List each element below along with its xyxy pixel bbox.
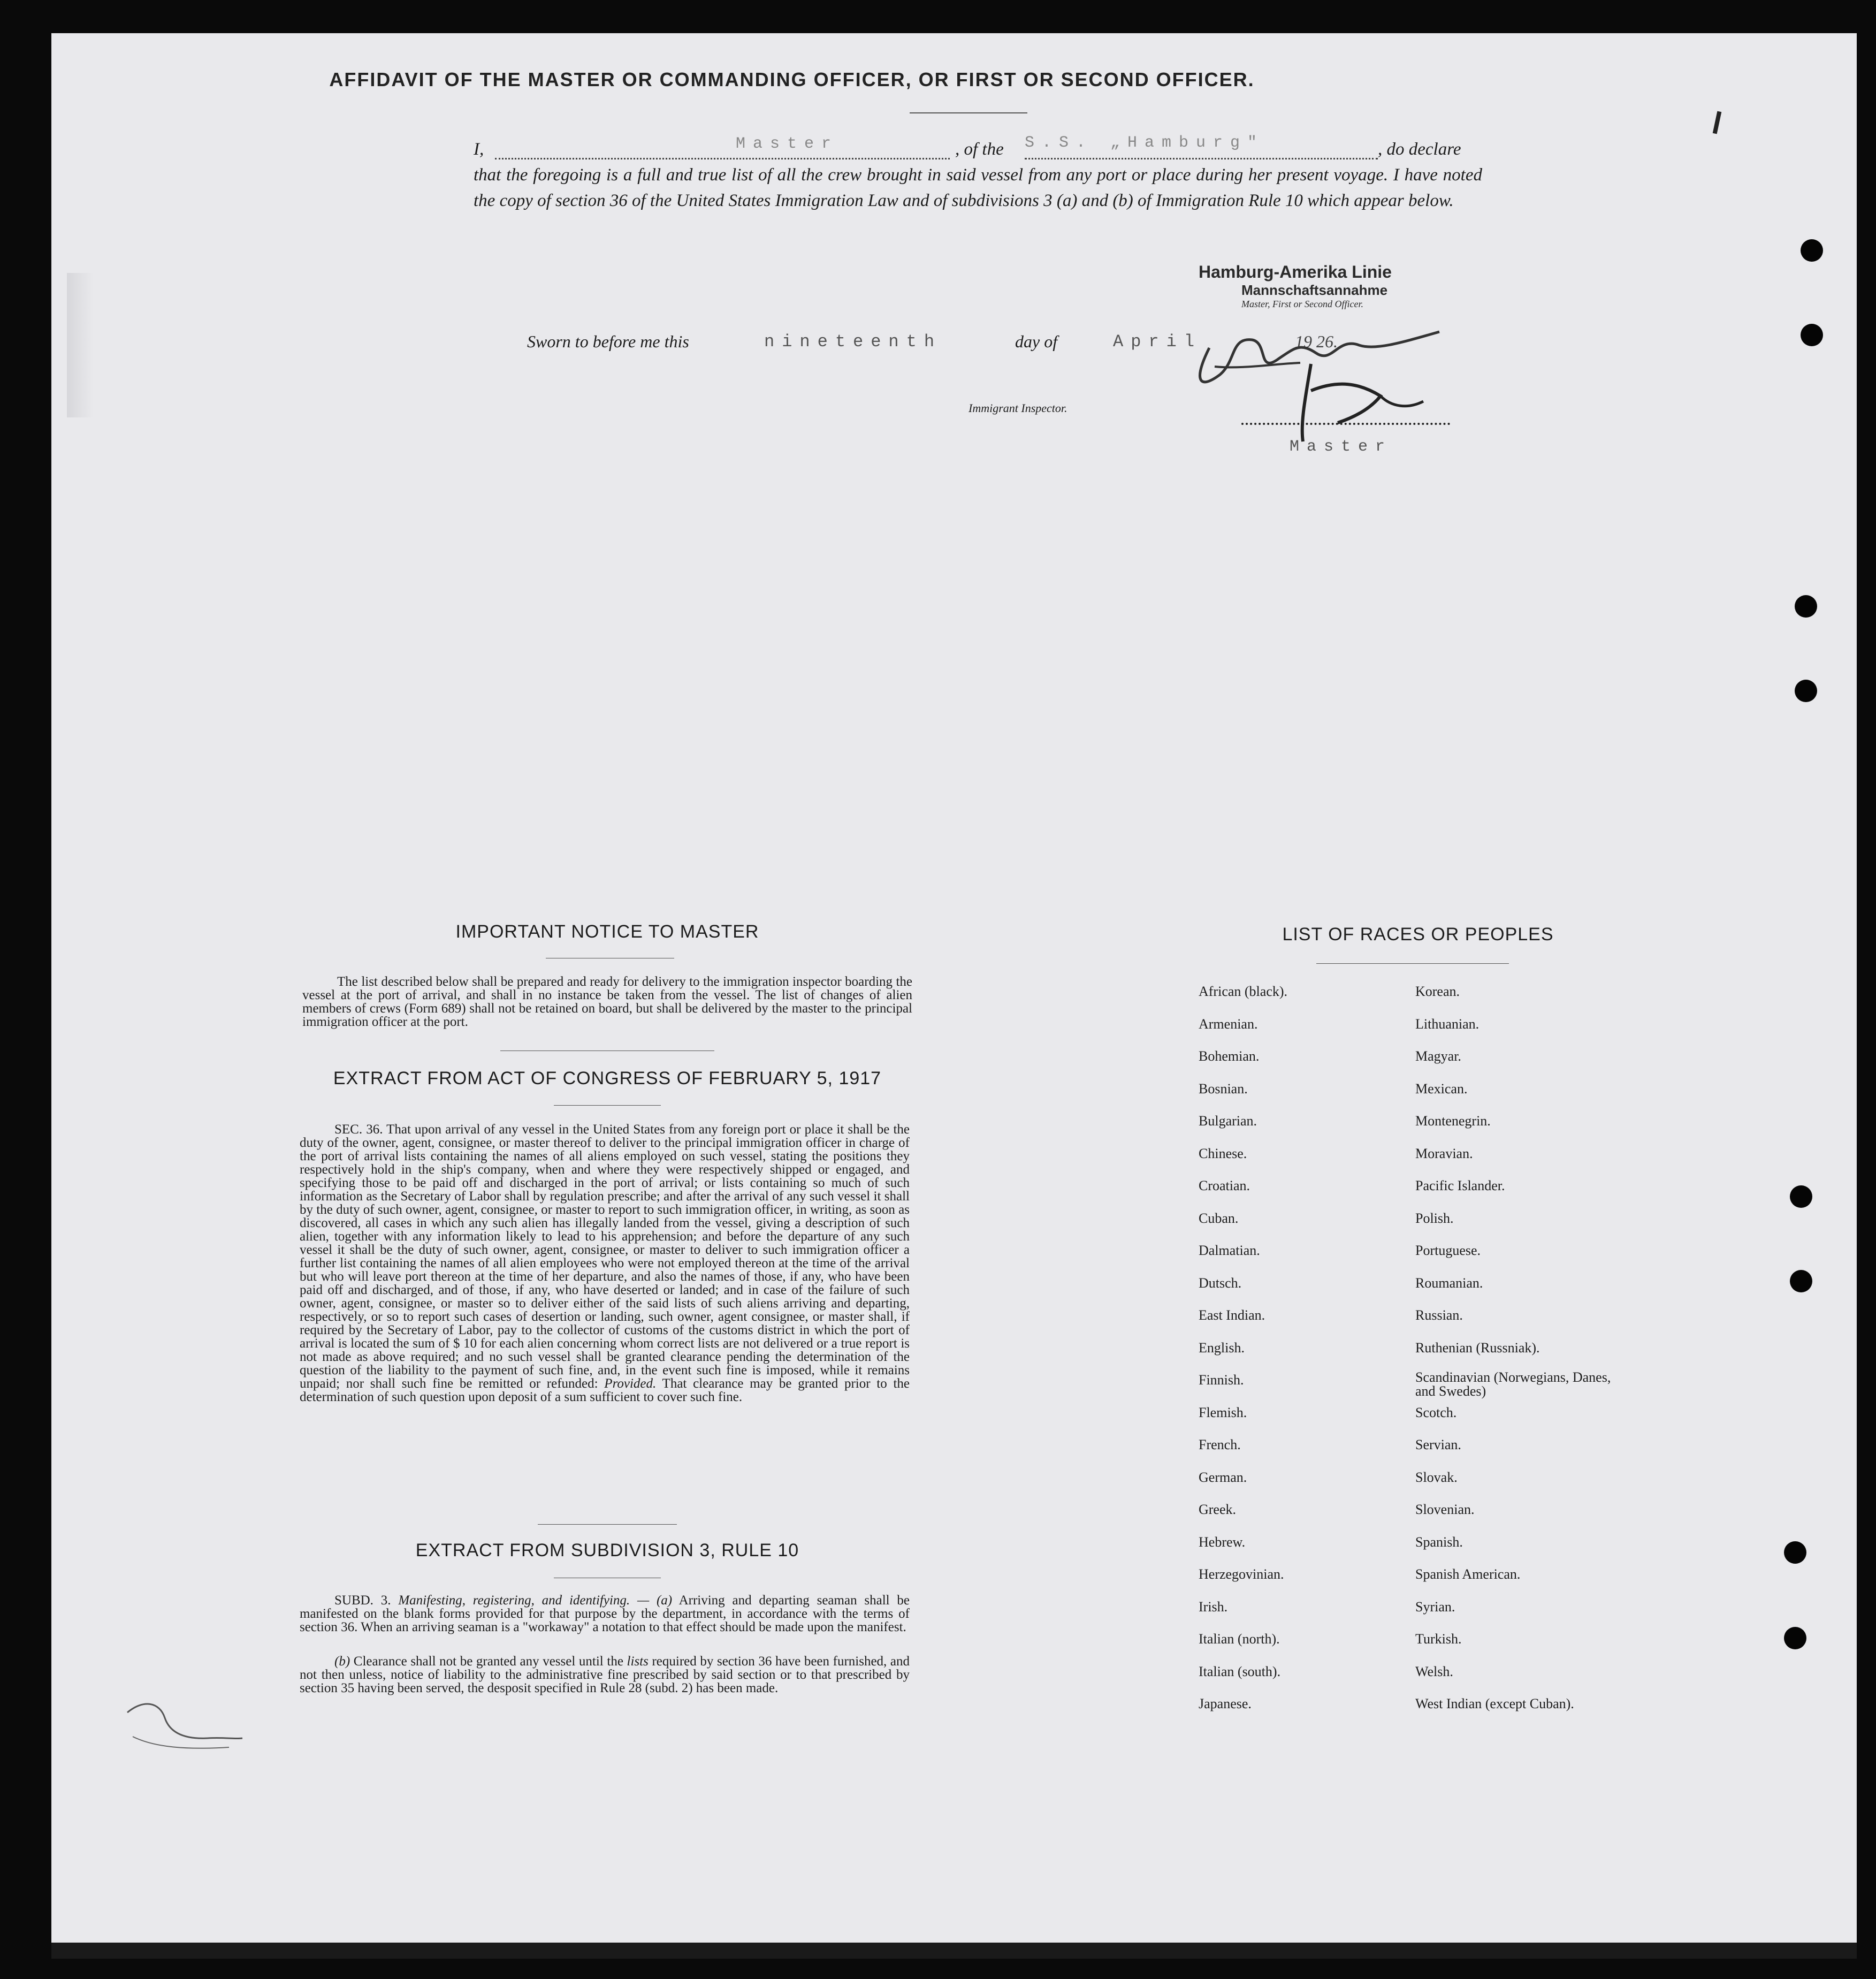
sworn-year-value: 19 26. [1295,332,1338,351]
page-edge-shadow [51,1943,1857,1959]
provided-term: Provided. [604,1376,657,1391]
binder-hole [1784,1627,1806,1649]
stamp-company-name: Hamburg-Amerika Linie [1199,262,1392,281]
left-race-item: Herzegovinian. [1199,1566,1284,1582]
right-race-item: Roumanian. [1415,1275,1483,1291]
left-margin-smudge [67,273,94,417]
left-race-item: Irish. [1199,1599,1228,1615]
subdivision-a-text [300,1594,910,1634]
i-label: I, [474,140,484,159]
company-stamp [1199,262,1450,310]
binder-hole [1790,1185,1812,1208]
left-race-item: Flemish. [1199,1404,1247,1420]
day-of-label: day of [1015,332,1058,351]
stamp-caption: Master, First or Second Officer. [1241,299,1363,309]
left-race-item: Bosnian. [1199,1080,1248,1097]
left-race-item: Hebrew. [1199,1534,1246,1550]
right-race-item: West Indian (except Cuban). [1415,1696,1574,1711]
left-race-item: Dutsch. [1199,1275,1242,1291]
races-title: LIST OF RACES OR PEOPLES [1282,924,1554,945]
races-divider [1316,963,1509,964]
right-race-item: Mexican. [1415,1080,1468,1097]
notice-body: The list described below shall be prepared and ready for delivery to the immigration inspector boarding the vessel at the port of arrival, and shall in no instance be taken from the vessel. The list of changes of alien members of crews (Form 689) shall not be retained on board, but shall be delivered by the master to the principal immigration officer at the port. [302,975,912,1029]
signature-dotted-line [1241,417,1450,425]
subdivision-title: EXTRACT FROM SUBDIVISION 3, RULE 10 [415,1540,799,1561]
right-race-item: Magyar. [1415,1048,1461,1064]
right-race-item: Montenegrin. [1415,1113,1491,1129]
subd-a-body: Arriving and departing seaman shall be manifested on the blank forms provided for that purpose by the department, in accordance with the terms of section 36. When an arriving seaman is a "workaway" a notation to that effect should be made upon the manifest. [300,1593,910,1634]
section-36-body: SEC. 36. That upon arrival of any vessel in the United States from any foreign port or place it shall be the duty of the owner, agent, consignee, or master thereof to deliver to the principal immigration officer in charge of the port of arrival lists containing the names of all aliens employed on such vessel, stating the positions they respectively hold in the ship's company, when and where they were respectively shipped or engaged, and specifying those to be paid off and discharged in the port of arrival; or lists containing so much of such information as the Secretary of Labor shall by regulation prescribe; and after the arrival of any such vessel it shall by the duty of such owner, agent, consignee, or master to report to such immigration officer, in writing, as soon as discovered, all cases in which any such alien has illegally landed from the vessel, giving a description of such alien, together with any information likely to lead to his apprehension; and before the departure of any such vessel it shall be the duty of such owner, agent, consignee, or master to deliver to such immigration officer a further list containing the names of all alien employees who were not employed thereon at the time of the arrival but who will leave port thereon at the time of her departure, and also the names of those, if any, who have been paid off and discharged, and of those, if any, who have deserted or landed; and in case of the failure of such owner, agent, consignee, or master so to deliver either of the said lists of such aliens arriving and departing, respectively, or so to report such cases of desertion or landing, such owner, agent consignee, or master shall, if required by the Secretary of Labor, pay to the collector of customs of the customs district in which the port of arrival is located the sum of $ 10 for each alien concerning whom correct lists are not delivered or a true report is not made as above required; and no such vessel shall be granted clearance pending the determination of the question of the liability to the payment of such fine, and, in the event such fine is imposed, while it remains unpaid; nor shall such fine be remitted or refunded: [300,1122,910,1391]
affidavit-title: AFFIDAVIT OF THE MASTER OR COMMANDING OFFICER, OR FIRST OR SECOND OFFICER. [329,68,1255,90]
right-race-item: Slovak. [1415,1469,1458,1485]
right-race-item: Syrian. [1415,1599,1455,1615]
act-title: EXTRACT FROM ACT OF CONGRESS OF FEBRUARY 5, 1917 [333,1068,882,1089]
left-race-item: Italian (south). [1199,1663,1281,1679]
right-race-item: Scandinavian (Norwegians, Danes, and Swedes) [1415,1369,1611,1399]
right-race-item: Turkish. [1415,1631,1462,1647]
right-race-item: Ruthenian (Russniak). [1415,1339,1540,1356]
right-race-item: Slovenian. [1415,1502,1475,1517]
margin-pencil-scribble [122,1696,245,1755]
sworn-day-value: nineteenth [764,332,942,352]
signature-title: Master [1290,438,1393,456]
left-race-item: Armenian. [1199,1016,1258,1032]
section-divider [538,1524,677,1525]
right-race-item: Korean. [1415,984,1460,999]
right-race-item: Servian. [1415,1437,1461,1452]
of-the-label: , of the [955,140,1004,159]
affidavit-divider [910,112,1027,113]
section-36-closing: That clearance may be granted prior to the determination of such question upon deposit of a sum sufficient to cover such fine. [300,1376,910,1404]
immigrant-inspector-label: Immigrant Inspector. [968,401,1067,415]
left-race-item: Japanese. [1199,1696,1252,1711]
left-race-item: Croatian. [1199,1178,1250,1193]
officer-field [495,136,950,159]
left-race-item: Dalmatian. [1199,1243,1260,1258]
left-race-item: East Indian. [1199,1307,1265,1323]
binder-hole [1801,239,1823,262]
right-race-item: Russian. [1415,1307,1463,1323]
right-race-item: Pacific Islander. [1415,1178,1505,1193]
left-race-item: Finnish. [1199,1372,1244,1388]
right-race-item: Polish. [1415,1210,1454,1226]
sworn-month-value: April [1113,332,1202,352]
act-divider [554,1105,661,1106]
binder-hole [1795,680,1817,702]
subd-b-lists: lists [627,1654,649,1669]
left-race-item: Bulgarian. [1199,1113,1257,1129]
sworn-label: Sworn to before me this [527,332,689,351]
binder-hole [1795,595,1817,618]
left-race-item: Greek. [1199,1502,1237,1517]
left-race-item: Cuban. [1199,1210,1239,1226]
subd-heading: Manifesting, registering, and identifying. — (a) [398,1593,673,1608]
left-race-item: German. [1199,1469,1247,1485]
right-race-item: Lithuanian. [1415,1016,1480,1032]
declaration-body: that the foregoing is a full and true list of all the crew brought in said vessel from any port or place during her present voyage. I have noted the copy of section 36 of the United States Immigration Law and of subdivisions 3 (a) and (b) of Immigration Rule 10 which appear below. [474,165,1482,210]
subdivision-b-text [300,1655,910,1695]
subd-b-body-1: Clearance shall not be granted any vessel until the [353,1654,623,1669]
section-36-text [300,1123,910,1404]
right-race-item: Moravian. [1415,1145,1473,1161]
left-race-item: Italian (north). [1199,1631,1280,1647]
left-race-item: Chinese. [1199,1145,1247,1161]
right-race-item: Welsh. [1415,1663,1453,1679]
left-race-item: English. [1199,1339,1245,1356]
binder-hole [1790,1270,1812,1292]
officer-value: Master [736,135,839,153]
notice-title: IMPORTANT NOTICE TO MASTER [455,922,759,942]
do-declare-label: , do declare [1378,140,1461,159]
binder-hole [1784,1541,1806,1564]
right-race-item: Spanish. [1415,1534,1463,1550]
left-race-item: African (black). [1199,984,1288,999]
subd-b-body-2: required by section 36 have been furnished, and not then unless, notice of liability to the administrative fine prescribed by said section or to that prescribed by section 35 having been served, the desposit specified in Rule 28 (subd. 2) has been made. [300,1654,910,1695]
right-race-item: Scotch. [1415,1404,1457,1420]
left-race-item: French. [1199,1437,1241,1452]
subd-prefix: SUBD. 3. [334,1593,391,1608]
vessel-value: S.S. „Hamburg" [1025,134,1265,152]
left-race-item: Bohemian. [1199,1048,1260,1064]
subd-b-label: (b) [334,1654,350,1669]
binder-hole [1801,324,1823,346]
stamp-department: Mannschaftsannahme [1241,282,1388,298]
right-race-item: Portuguese. [1415,1243,1481,1258]
right-race-item: Spanish American. [1415,1566,1521,1582]
